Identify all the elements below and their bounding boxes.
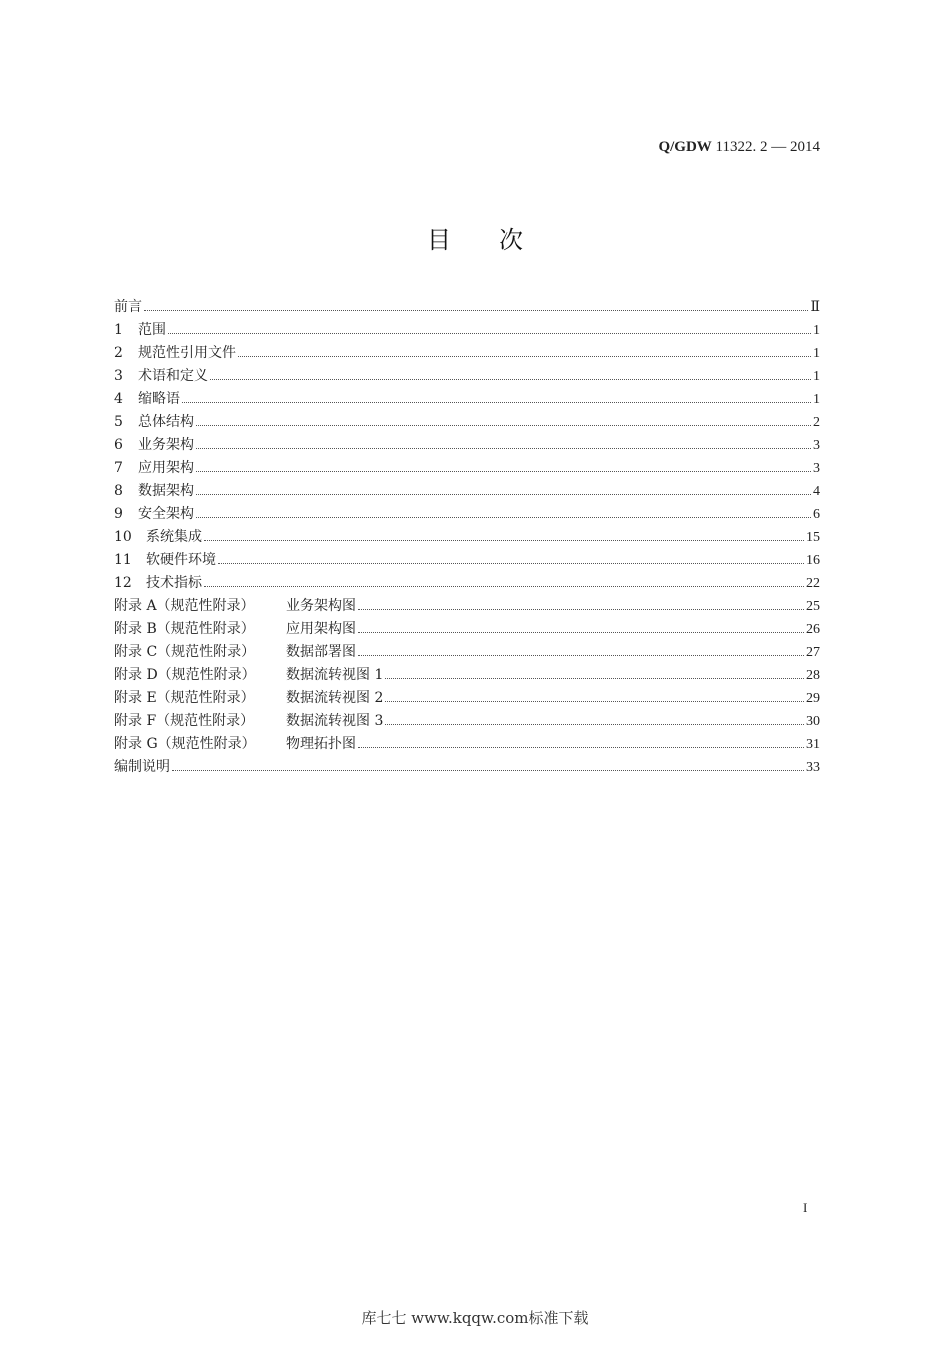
toc-appendix-title: 数据部署图 — [286, 644, 356, 660]
toc-dot-leader — [238, 356, 811, 357]
toc-entry-title: 术语和定义 — [138, 368, 208, 384]
toc-entry-title: 前言 — [114, 299, 142, 315]
standard-prefix: Q/GDW — [658, 139, 712, 155]
toc-entry-number: 10 — [114, 529, 132, 545]
toc-entry-title: 数据架构 — [138, 483, 194, 499]
toc-entry-title: 技术指标 — [146, 575, 202, 591]
toc-entry-page: 22 — [806, 576, 820, 591]
toc-entry-title: 缩略语 — [138, 391, 180, 407]
toc-closing-entry[interactable] — [114, 756, 820, 779]
toc-entry[interactable] — [114, 342, 820, 365]
toc-entry-number: 12 — [114, 575, 132, 591]
toc-entry[interactable] — [114, 319, 820, 342]
toc-entry-page: 16 — [806, 553, 820, 568]
toc-entry-page: 1 — [813, 346, 820, 361]
toc-appendix-code: 附录 A（规范性附录） — [114, 598, 255, 614]
toc-entry[interactable] — [114, 572, 820, 595]
toc-appendix-page: 28 — [806, 668, 820, 683]
toc-appendix-entry[interactable] — [114, 664, 820, 687]
toc-entry[interactable] — [114, 457, 820, 480]
page-number: I — [803, 1200, 808, 1215]
toc-appendix-title: 应用架构图 — [286, 621, 356, 637]
toc-appendix-entry[interactable] — [114, 687, 820, 710]
toc-appendix-title: 业务架构图 — [286, 598, 356, 614]
toc-entry-number: 7 — [114, 460, 123, 476]
toc-entry[interactable] — [114, 434, 820, 457]
toc-entry-page: 3 — [813, 438, 820, 453]
toc-entry-title: 总体结构 — [138, 414, 194, 430]
standard-number: 11322. 2 — 2014 — [711, 139, 820, 155]
toc-entry-number: 3 — [114, 368, 123, 384]
toc-appendix-page: 30 — [806, 714, 820, 729]
toc-entry-title: 软硬件环境 — [146, 552, 216, 568]
toc-dot-leader — [204, 540, 804, 541]
toc-appendix-page: 26 — [806, 622, 820, 637]
toc-closing-page: 33 — [806, 760, 820, 775]
toc-dot-leader — [196, 517, 811, 518]
toc-entry-page: 1 — [813, 392, 820, 407]
toc-appendix-entry[interactable] — [114, 595, 820, 618]
toc-appendix-page: 29 — [806, 691, 820, 706]
toc-entry-page: 1 — [813, 369, 820, 384]
toc-appendix-entry[interactable] — [114, 641, 820, 664]
toc-appendix-code: 附录 G（规范性附录） — [114, 736, 256, 752]
toc-entry-title: 系统集成 — [146, 529, 202, 545]
toc-appendix-page: 31 — [806, 737, 820, 752]
toc-entry[interactable] — [114, 388, 820, 411]
toc-appendix-code: 附录 B（规范性附录） — [114, 621, 255, 637]
toc-entry-page: 4 — [813, 484, 820, 499]
toc-entry[interactable] — [114, 480, 820, 503]
toc-entry-number: 5 — [114, 414, 123, 430]
toc-entry[interactable] — [114, 365, 820, 388]
toc-title: 目次 — [427, 226, 571, 254]
toc-appendix-page: 27 — [806, 645, 820, 660]
toc-appendix-title: 数据流转视图 2 — [286, 690, 384, 706]
toc-entry-title: 范围 — [138, 322, 166, 338]
toc-dot-leader — [196, 425, 811, 426]
toc-entry-page: 6 — [813, 507, 820, 522]
toc-appendix-code: 附录 C（规范性附录） — [114, 644, 256, 660]
table-of-contents — [114, 296, 820, 779]
toc-appendix-code: 附录 E（规范性附录） — [114, 690, 255, 706]
standard-code — [658, 139, 820, 156]
toc-dot-leader — [144, 310, 808, 311]
footer-watermark: 库七七 www.kqqw.com标准下载 — [361, 1309, 589, 1327]
toc-appendix-entry[interactable] — [114, 733, 820, 756]
toc-dot-leader — [204, 586, 804, 587]
toc-entry-page: 3 — [813, 461, 820, 476]
toc-dot-leader — [168, 333, 811, 334]
toc-entry-page: 1 — [813, 323, 820, 338]
toc-entry[interactable] — [114, 503, 820, 526]
toc-entry-title: 业务架构 — [138, 437, 194, 453]
toc-appendix-code: 附录 F（规范性附录） — [114, 713, 255, 729]
toc-entry-title: 安全架构 — [138, 506, 194, 522]
toc-entry[interactable] — [114, 411, 820, 434]
toc-dot-leader — [196, 494, 811, 495]
toc-appendix-title: 数据流转视图 3 — [286, 713, 384, 729]
toc-entry-number: 6 — [114, 437, 123, 453]
toc-appendix-entry[interactable] — [114, 710, 820, 733]
toc-appendix-code: 附录 D（规范性附录） — [114, 667, 256, 683]
toc-dot-leader — [358, 655, 804, 656]
toc-dot-leader — [358, 609, 804, 610]
toc-entry-number: 11 — [114, 552, 132, 568]
toc-dot-leader — [218, 563, 804, 564]
toc-entry-number: 1 — [114, 322, 123, 338]
toc-entry-page: 15 — [806, 530, 820, 545]
toc-entry-number: 4 — [114, 391, 123, 407]
toc-appendix-page: 25 — [806, 599, 820, 614]
toc-entry-number: 8 — [114, 483, 123, 499]
toc-dot-leader — [385, 678, 804, 679]
toc-entry[interactable] — [114, 526, 820, 549]
toc-dot-leader — [210, 379, 811, 380]
toc-dot-leader — [196, 448, 811, 449]
toc-dot-leader — [182, 402, 811, 403]
toc-dot-leader — [172, 770, 804, 771]
toc-entry[interactable] — [114, 549, 820, 572]
toc-entry-page: Ⅱ — [810, 300, 820, 315]
toc-entry-page: 2 — [813, 415, 820, 430]
toc-dot-leader — [196, 471, 811, 472]
toc-appendix-title: 数据流转视图 1 — [286, 667, 384, 683]
toc-appendix-title: 物理拓扑图 — [286, 736, 356, 752]
toc-entry-number: 9 — [114, 506, 123, 522]
toc-dot-leader — [358, 632, 804, 633]
toc-closing-title: 编制说明 — [114, 759, 170, 775]
toc-dot-leader — [358, 747, 804, 748]
toc-entry-title: 应用架构 — [138, 460, 194, 476]
toc-entry[interactable] — [114, 296, 820, 319]
toc-entry-number: 2 — [114, 345, 123, 361]
toc-dot-leader — [385, 701, 804, 702]
toc-dot-leader — [385, 724, 804, 725]
toc-entry-title: 规范性引用文件 — [138, 345, 236, 361]
toc-appendix-entry[interactable] — [114, 618, 820, 641]
